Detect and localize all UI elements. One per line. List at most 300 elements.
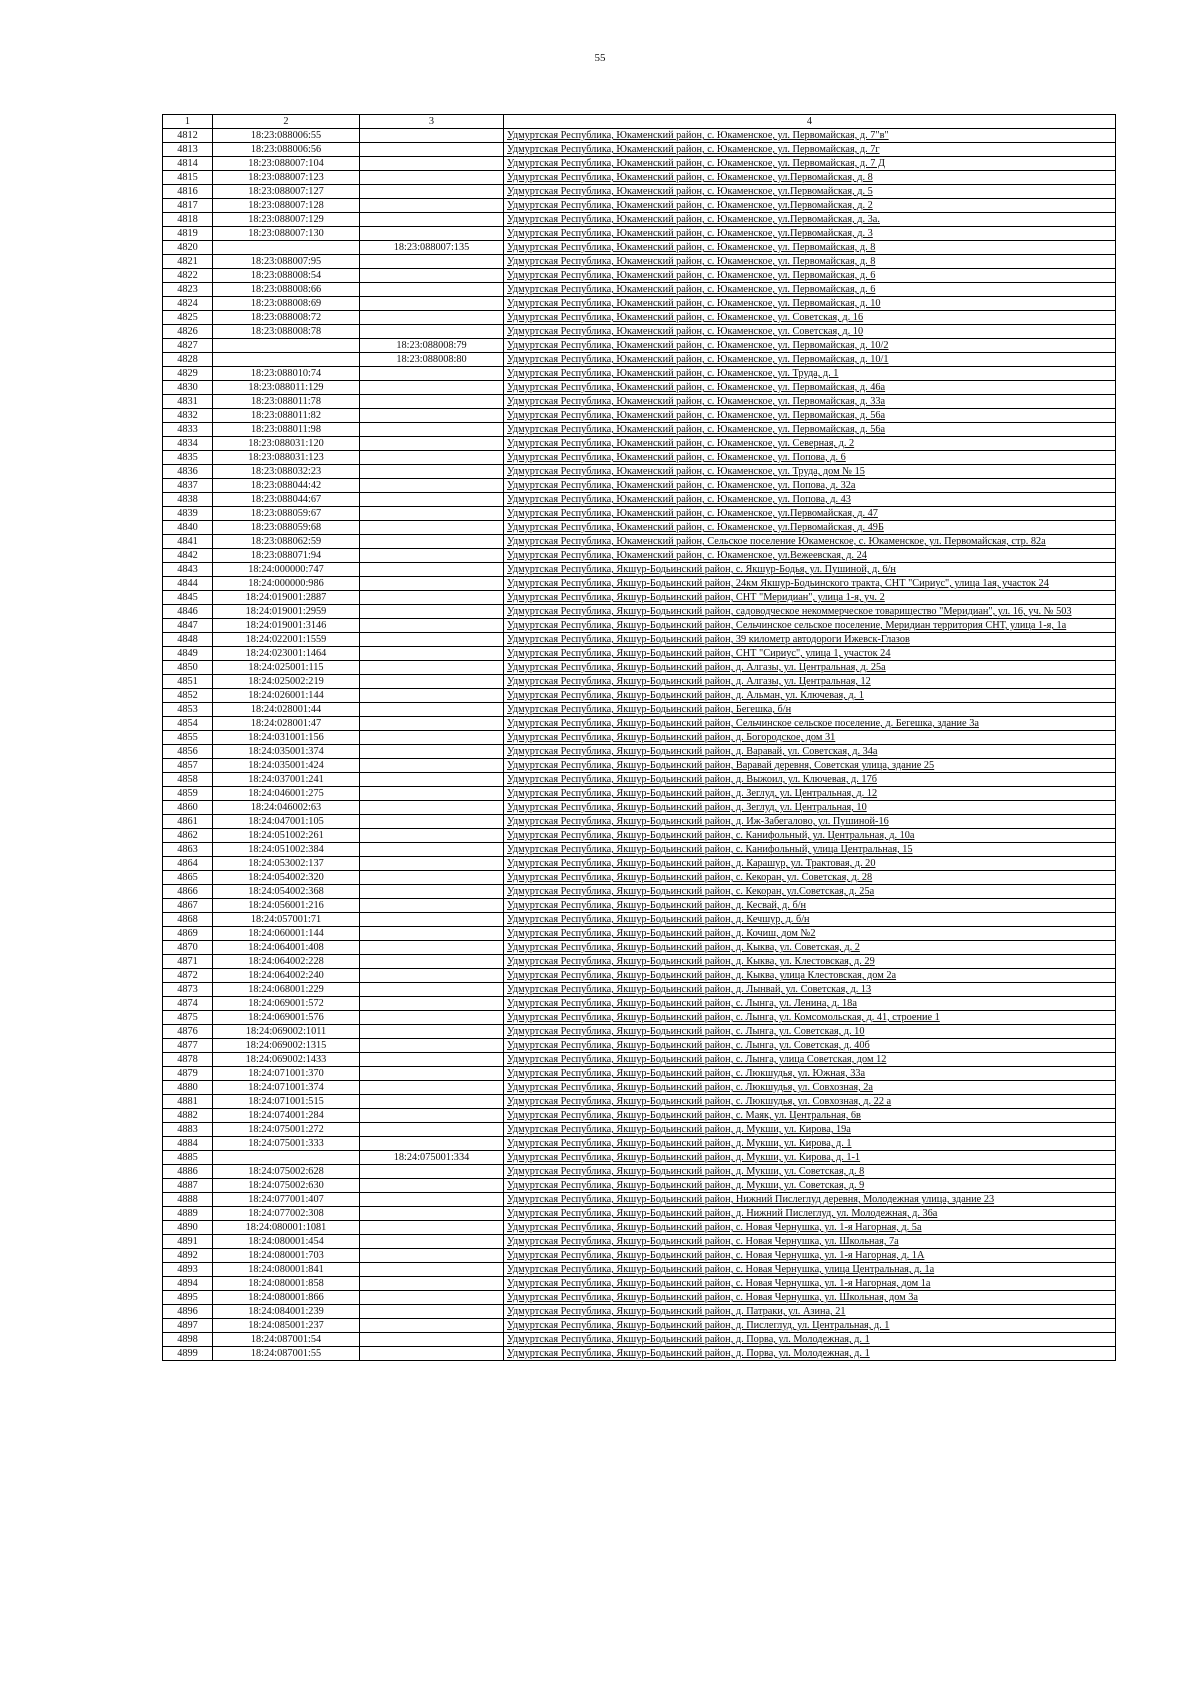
- cadastral-number-3: [360, 969, 504, 983]
- table-row: [163, 213, 1116, 227]
- cadastral-number-2: 18:24:077001:407: [213, 1193, 360, 1207]
- table-row: [163, 871, 1116, 885]
- address: Удмуртская Республика, Юкаменский район, с. Юкаменское, ул.Первомайская, д. 5: [504, 185, 1116, 199]
- address: Удмуртская Республика, Якшур-Бодьинский район, д. Кыква, ул. Клестовская, д. 29: [504, 955, 1116, 969]
- cadastral-number-2: 18:24:028001:44: [213, 703, 360, 717]
- table-row: [163, 507, 1116, 521]
- table-row: [163, 773, 1116, 787]
- row-number: 4814: [163, 157, 213, 171]
- row-number: 4820: [163, 241, 213, 255]
- row-number: 4849: [163, 647, 213, 661]
- cadastral-number-3: [360, 997, 504, 1011]
- cadastral-number-2: 18:24:025002:219: [213, 675, 360, 689]
- cadastral-number-3: [360, 885, 504, 899]
- cadastral-number-2: 18:24:019001:2887: [213, 591, 360, 605]
- cadastral-number-3: [360, 1347, 504, 1361]
- table-row: [163, 885, 1116, 899]
- registry-table: [162, 114, 1116, 1361]
- table-row: [163, 1263, 1116, 1277]
- cadastral-number-2: 18:24:075002:628: [213, 1165, 360, 1179]
- cadastral-number-3: [360, 381, 504, 395]
- address: Удмуртская Республика, Юкаменский район, Сельское поселение Юкаменское, с. Юкаменское, ул. Первомайская, стр. 82а: [504, 535, 1116, 549]
- address: Удмуртская Республика, Якшур-Бодьинский район, д. Патраки, ул. Азина, 21: [504, 1305, 1116, 1319]
- row-number: 4878: [163, 1053, 213, 1067]
- address: Удмуртская Республика, Юкаменский район, с. Юкаменское, ул. Первомайская, д. 6: [504, 269, 1116, 283]
- cadastral-number-3: [360, 801, 504, 815]
- cadastral-number-3: [360, 1137, 504, 1151]
- row-number: 4860: [163, 801, 213, 815]
- cadastral-number-2: 18:24:023001:1464: [213, 647, 360, 661]
- cadastral-number-3: [360, 1263, 504, 1277]
- cadastral-number-3: [360, 311, 504, 325]
- row-number: 4881: [163, 1095, 213, 1109]
- row-number: 4896: [163, 1305, 213, 1319]
- cadastral-number-3: [360, 745, 504, 759]
- address: Удмуртская Республика, Якшур-Бодьинский район, д. Кесвай, д. б/н: [504, 899, 1116, 913]
- row-number: 4885: [163, 1151, 213, 1165]
- cadastral-number-2: [213, 241, 360, 255]
- cadastral-number-2: 18:24:069001:572: [213, 997, 360, 1011]
- cadastral-number-3: [360, 647, 504, 661]
- row-number: 4880: [163, 1081, 213, 1095]
- cadastral-number-3: [360, 955, 504, 969]
- row-number: 4893: [163, 1263, 213, 1277]
- cadastral-number-3: [360, 157, 504, 171]
- row-number: 4889: [163, 1207, 213, 1221]
- table-row: [163, 269, 1116, 283]
- address: Удмуртская Республика, Якшур-Бодьинский район, д. Порва, ул. Молодежная, д. 1: [504, 1333, 1116, 1347]
- row-number: 4822: [163, 269, 213, 283]
- address: Удмуртская Республика, Якшур-Бодьинский район, д. Мукши, ул. Кирова, д. 1: [504, 1137, 1116, 1151]
- cadastral-number-3: [360, 521, 504, 535]
- cadastral-number-2: [213, 1151, 360, 1165]
- row-number: 4865: [163, 871, 213, 885]
- table-row: [163, 1333, 1116, 1347]
- cadastral-number-3: [360, 395, 504, 409]
- table-row: [163, 381, 1116, 395]
- address: Удмуртская Республика, Якшур-Бодьинский район, Нижний Пислеглуд деревня, Молодежная улица, здание 23: [504, 1193, 1116, 1207]
- cadastral-number-3: [360, 983, 504, 997]
- table-row: [163, 1053, 1116, 1067]
- table-row: [163, 1151, 1116, 1165]
- table-row: [163, 367, 1116, 381]
- cadastral-number-2: 18:24:051002:384: [213, 843, 360, 857]
- table-row: [163, 353, 1116, 367]
- address: Удмуртская Республика, Якшур-Бодьинский район, садоводческое некоммерческое товарищество "Меридиан", ул. 16, уч. № 503: [504, 605, 1116, 619]
- table-row: [163, 521, 1116, 535]
- row-number: 4853: [163, 703, 213, 717]
- row-number: 4823: [163, 283, 213, 297]
- cadastral-number-3: [360, 1291, 504, 1305]
- row-number: 4894: [163, 1277, 213, 1291]
- table-row: [163, 1235, 1116, 1249]
- cadastral-number-2: 18:24:071001:370: [213, 1067, 360, 1081]
- cadastral-number-2: 18:23:088007:129: [213, 213, 360, 227]
- address: Удмуртская Республика, Якшур-Бодьинский район, д. Мукши, ул. Кирова, д. 1-1: [504, 1151, 1116, 1165]
- row-number: 4873: [163, 983, 213, 997]
- cadastral-number-2: 18:23:088007:130: [213, 227, 360, 241]
- row-number: 4876: [163, 1025, 213, 1039]
- table-row: [163, 927, 1116, 941]
- address: Удмуртская Республика, Юкаменский район, с. Юкаменское, ул.Вежеевская, д. 24: [504, 549, 1116, 563]
- address: Удмуртская Республика, Якшур-Бодьинский район, д. Кыква, ул. Советская, д. 2: [504, 941, 1116, 955]
- table-row: [163, 759, 1116, 773]
- table-row: [163, 577, 1116, 591]
- address: Удмуртская Республика, Якшур-Бодьинский район, 39 километр автодороги Ижевск-Глазов: [504, 633, 1116, 647]
- address: Удмуртская Республика, Якшур-Бодьинский район, с. Люкшудья, ул. Совхозная, 2а: [504, 1081, 1116, 1095]
- cadastral-number-3: [360, 493, 504, 507]
- cadastral-number-2: 18:24:064002:240: [213, 969, 360, 983]
- table-row: [163, 339, 1116, 353]
- table-row: [163, 647, 1116, 661]
- table-row: [163, 997, 1116, 1011]
- cadastral-number-3: [360, 1025, 504, 1039]
- address: Удмуртская Республика, Юкаменский район, с. Юкаменское, ул.Первомайская, д. 47: [504, 507, 1116, 521]
- cadastral-number-3: [360, 171, 504, 185]
- table-row: [163, 423, 1116, 437]
- row-number: 4895: [163, 1291, 213, 1305]
- table-row: [163, 1011, 1116, 1025]
- table-header-row: [163, 115, 1116, 129]
- row-number: 4834: [163, 437, 213, 451]
- row-number: 4846: [163, 605, 213, 619]
- address: Удмуртская Республика, Юкаменский район, с. Юкаменское, ул. Советская, д. 16: [504, 311, 1116, 325]
- cadastral-number-2: 18:23:088007:95: [213, 255, 360, 269]
- table-row: [163, 465, 1116, 479]
- cadastral-number-2: 18:23:088007:128: [213, 199, 360, 213]
- address: Удмуртская Республика, Юкаменский район, с. Юкаменское, ул. Первомайская, д. 10/2: [504, 339, 1116, 353]
- cadastral-number-3: [360, 1067, 504, 1081]
- row-number: 4877: [163, 1039, 213, 1053]
- address: Удмуртская Республика, Юкаменский район, с. Юкаменское, ул. Первомайская, д. 10/1: [504, 353, 1116, 367]
- table-row: [163, 409, 1116, 423]
- row-number: 4888: [163, 1193, 213, 1207]
- table-row: [163, 325, 1116, 339]
- cadastral-number-2: 18:24:080001:866: [213, 1291, 360, 1305]
- cadastral-number-2: 18:24:028001:47: [213, 717, 360, 731]
- table-row: [163, 857, 1116, 871]
- cadastral-number-2: 18:24:019001:2959: [213, 605, 360, 619]
- cadastral-number-2: 18:24:054002:320: [213, 871, 360, 885]
- row-number: 4886: [163, 1165, 213, 1179]
- cadastral-number-2: 18:23:088011:82: [213, 409, 360, 423]
- row-number: 4840: [163, 521, 213, 535]
- cadastral-number-2: 18:24:069002:1011: [213, 1025, 360, 1039]
- row-number: 4836: [163, 465, 213, 479]
- cadastral-number-3: [360, 283, 504, 297]
- table-row: [163, 969, 1116, 983]
- table-row: [163, 829, 1116, 843]
- cadastral-number-3: [360, 1207, 504, 1221]
- table-row: [163, 689, 1116, 703]
- address: Удмуртская Республика, Якшур-Бодьинский район, с. Кекоран, ул.Советская, д. 25а: [504, 885, 1116, 899]
- address: Удмуртская Республика, Якшур-Бодьинский район, д. Кыква, улица Клестовская, дом 2а: [504, 969, 1116, 983]
- registry-table-body: [163, 115, 1116, 1361]
- cadastral-number-2: 18:24:037001:241: [213, 773, 360, 787]
- cadastral-number-3: [360, 1011, 504, 1025]
- cadastral-number-2: 18:24:064001:408: [213, 941, 360, 955]
- table-row: [163, 241, 1116, 255]
- table-row: [163, 633, 1116, 647]
- address: Удмуртская Республика, Якшур-Бодьинский район, с. Новая Чернушка, ул. 1-я Нагорная, д. 5а: [504, 1221, 1116, 1235]
- row-number: 4848: [163, 633, 213, 647]
- cadastral-number-2: 18:24:047001:105: [213, 815, 360, 829]
- row-number: 4859: [163, 787, 213, 801]
- cadastral-number-3: [360, 423, 504, 437]
- table-row: [163, 1081, 1116, 1095]
- cadastral-number-3: [360, 465, 504, 479]
- address: Удмуртская Республика, Якшур-Бодьинский район, д. Зеглуд, ул. Центральная, 10: [504, 801, 1116, 815]
- cadastral-number-2: 18:24:025001:115: [213, 661, 360, 675]
- row-number: 4841: [163, 535, 213, 549]
- address: Удмуртская Республика, Юкаменский район, с. Юкаменское, ул. Первомайская, д. 56а: [504, 409, 1116, 423]
- cadastral-number-3: [360, 731, 504, 745]
- table-row: [163, 675, 1116, 689]
- address: Удмуртская Республика, Якшур-Бодьинский район, с. Канифольный, ул. Центральная, д. 10а: [504, 829, 1116, 843]
- address: Удмуртская Республика, Якшур-Бодьинский район, СНТ "Сириус", улица 1, участок 24: [504, 647, 1116, 661]
- cadastral-number-3: [360, 577, 504, 591]
- row-number: 4845: [163, 591, 213, 605]
- cadastral-number-3: [360, 927, 504, 941]
- cadastral-number-2: 18:24:080001:1081: [213, 1221, 360, 1235]
- cadastral-number-3: [360, 591, 504, 605]
- address: Удмуртская Республика, Якшур-Бодьинский район, д. Кочиш, дом №2: [504, 927, 1116, 941]
- row-number: 4831: [163, 395, 213, 409]
- cadastral-number-3: 18:23:088008:79: [360, 339, 504, 353]
- cadastral-number-3: [360, 941, 504, 955]
- table-row: [163, 1221, 1116, 1235]
- cadastral-number-3: [360, 1333, 504, 1347]
- table-row: [163, 395, 1116, 409]
- row-number: 4862: [163, 829, 213, 843]
- cadastral-number-2: 18:23:088044:42: [213, 479, 360, 493]
- cadastral-number-2: 18:24:046001:275: [213, 787, 360, 801]
- row-number: 4884: [163, 1137, 213, 1151]
- cadastral-number-2: 18:24:054002:368: [213, 885, 360, 899]
- address: Удмуртская Республика, Якшур-Бодьинский район, с. Новая Чернушка, ул. Школьная, 7а: [504, 1235, 1116, 1249]
- row-number: 4850: [163, 661, 213, 675]
- table-row: [163, 1277, 1116, 1291]
- row-number: 4864: [163, 857, 213, 871]
- address: Удмуртская Республика, Якшур-Бодьинский район, СНТ "Меридиан", улица 1-я, уч. 2: [504, 591, 1116, 605]
- table-row: [163, 199, 1116, 213]
- table-row: [163, 171, 1116, 185]
- address: Удмуртская Республика, Якшур-Бодьинский район, д. Зеглуд, ул. Центральная, д. 12: [504, 787, 1116, 801]
- table-row: [163, 717, 1116, 731]
- cadastral-number-2: 18:23:088006:55: [213, 129, 360, 143]
- cadastral-number-2: 18:24:022001:1559: [213, 633, 360, 647]
- row-number: 4815: [163, 171, 213, 185]
- table-row: [163, 297, 1116, 311]
- cadastral-number-3: [360, 787, 504, 801]
- cadastral-number-3: [360, 199, 504, 213]
- address: Удмуртская Республика, Юкаменский район, с. Юкаменское, ул. Труда, д. 1: [504, 367, 1116, 381]
- table-row: [163, 1319, 1116, 1333]
- row-number: 4872: [163, 969, 213, 983]
- cadastral-number-3: [360, 1249, 504, 1263]
- column-header-2: 2: [213, 115, 360, 129]
- cadastral-number-3: [360, 1123, 504, 1137]
- row-number: 4869: [163, 927, 213, 941]
- cadastral-number-3: [360, 1277, 504, 1291]
- cadastral-number-3: [360, 1235, 504, 1249]
- cadastral-number-3: [360, 829, 504, 843]
- address: Удмуртская Республика, Якшур-Бодьинский район, с. Лынга, ул. Советская, д. 40б: [504, 1039, 1116, 1053]
- row-number: 4839: [163, 507, 213, 521]
- table-row: [163, 801, 1116, 815]
- cadastral-number-2: 18:24:087001:55: [213, 1347, 360, 1361]
- address: Удмуртская Республика, Юкаменский район, с. Юкаменское, ул. Труда, дом № 15: [504, 465, 1116, 479]
- table-row: [163, 913, 1116, 927]
- address: Удмуртская Республика, Юкаменский район, с. Юкаменское, ул. Первомайская, д. 56а: [504, 423, 1116, 437]
- row-number: 4874: [163, 997, 213, 1011]
- row-number: 4842: [163, 549, 213, 563]
- column-header-1: 1: [163, 115, 213, 129]
- cadastral-number-2: 18:24:056001:216: [213, 899, 360, 913]
- address: Удмуртская Республика, Якшур-Бодьинский район, Бегешка, б/н: [504, 703, 1116, 717]
- address: Удмуртская Республика, Якшур-Бодьинский район, с. Якшур-Бодья, ул. Пушиной, д. 6/н: [504, 563, 1116, 577]
- cadastral-number-3: [360, 367, 504, 381]
- cadastral-number-2: 18:24:071001:374: [213, 1081, 360, 1095]
- cadastral-number-3: [360, 269, 504, 283]
- cadastral-number-3: [360, 409, 504, 423]
- cadastral-number-3: [360, 703, 504, 717]
- cadastral-number-3: [360, 479, 504, 493]
- table-row: [163, 227, 1116, 241]
- cadastral-number-3: [360, 549, 504, 563]
- address: Удмуртская Республика, Якшур-Бодьинский район, Сельчинское сельское поселение, Меридиан территория СНТ, улица 1-я, 1а: [504, 619, 1116, 633]
- table-row: [163, 941, 1116, 955]
- cadastral-number-2: 18:23:088008:66: [213, 283, 360, 297]
- table-row: [163, 1137, 1116, 1151]
- cadastral-number-3: [360, 297, 504, 311]
- address: Удмуртская Республика, Юкаменский район, с. Юкаменское, ул.Первомайская, д. 8: [504, 171, 1116, 185]
- cadastral-number-3: [360, 1039, 504, 1053]
- row-number: 4879: [163, 1067, 213, 1081]
- address: Удмуртская Республика, Якшур-Бодьинский район, д. Пислеглуд, ул. Центральная, д. 1: [504, 1319, 1116, 1333]
- address: Удмуртская Республика, Юкаменский район, с. Юкаменское, ул. Попова, д. 32а: [504, 479, 1116, 493]
- cadastral-number-2: 18:24:060001:144: [213, 927, 360, 941]
- cadastral-number-2: 18:23:088007:104: [213, 157, 360, 171]
- cadastral-number-2: 18:24:085001:237: [213, 1319, 360, 1333]
- table-row: [163, 129, 1116, 143]
- row-number: 4819: [163, 227, 213, 241]
- cadastral-number-2: 18:23:088011:129: [213, 381, 360, 395]
- table-row: [163, 1249, 1116, 1263]
- table-row: [163, 983, 1116, 997]
- cadastral-number-2: 18:24:074001:284: [213, 1109, 360, 1123]
- table-row: [163, 563, 1116, 577]
- cadastral-number-3: [360, 857, 504, 871]
- row-number: 4887: [163, 1179, 213, 1193]
- row-number: 4868: [163, 913, 213, 927]
- address: Удмуртская Республика, Якшур-Бодьинский район, д. Выжоил, ул. Ключевая, д. 17б: [504, 773, 1116, 787]
- table-row: [163, 1039, 1116, 1053]
- cadastral-number-2: 18:24:087001:54: [213, 1333, 360, 1347]
- address: Удмуртская Республика, Юкаменский район, с. Юкаменское, ул. Первомайская, д. 46а: [504, 381, 1116, 395]
- cadastral-number-2: 18:24:035001:424: [213, 759, 360, 773]
- row-number: 4875: [163, 1011, 213, 1025]
- table-row: [163, 255, 1116, 269]
- address: Удмуртская Республика, Якшур-Бодьинский район, с. Новая Чернушка, ул. Школьная, дом 3а: [504, 1291, 1116, 1305]
- row-number: 4830: [163, 381, 213, 395]
- cadastral-number-2: 18:24:057001:71: [213, 913, 360, 927]
- address: Удмуртская Республика, Юкаменский район, с. Юкаменское, ул. Первомайская, д. 10: [504, 297, 1116, 311]
- row-number: 4899: [163, 1347, 213, 1361]
- address: Удмуртская Республика, Юкаменский район, с. Юкаменское, ул. Северная, д. 2: [504, 437, 1116, 451]
- address: Удмуртская Республика, Юкаменский район, с. Юкаменское, ул. Первомайская, д. 7 Д: [504, 157, 1116, 171]
- row-number: 4870: [163, 941, 213, 955]
- cadastral-number-2: 18:23:088011:78: [213, 395, 360, 409]
- cadastral-number-2: 18:24:046002:63: [213, 801, 360, 815]
- row-number: 4851: [163, 675, 213, 689]
- table-row: [163, 311, 1116, 325]
- address: Удмуртская Республика, Якшур-Бодьинский район, с. Люкшудья, ул. Южная, 33а: [504, 1067, 1116, 1081]
- column-header-4: 4: [504, 115, 1116, 129]
- cadastral-number-3: [360, 1305, 504, 1319]
- cadastral-number-3: [360, 325, 504, 339]
- table-row: [163, 731, 1116, 745]
- cadastral-number-2: 18:23:088062:59: [213, 535, 360, 549]
- cadastral-number-2: 18:24:000000:986: [213, 577, 360, 591]
- address: Удмуртская Республика, Юкаменский район, с. Юкаменское, ул. Советская, д. 10: [504, 325, 1116, 339]
- address: Удмуртская Республика, Якшур-Бодьинский район, с. Новая Чернушка, ул. 1-я Нагорная, дом 1а: [504, 1277, 1116, 1291]
- table-row: [163, 899, 1116, 913]
- row-number: 4891: [163, 1235, 213, 1249]
- cadastral-number-3: [360, 227, 504, 241]
- row-number: 4825: [163, 311, 213, 325]
- cadastral-number-3: [360, 143, 504, 157]
- address: Удмуртская Республика, Якшур-Бодьинский район, Варавай деревня, Советская улица, здание 25: [504, 759, 1116, 773]
- cadastral-number-3: [360, 913, 504, 927]
- cadastral-number-2: 18:24:000000:747: [213, 563, 360, 577]
- address: Удмуртская Республика, Якшур-Бодьинский район, с. Канифольный, улица Центральная, 15: [504, 843, 1116, 857]
- address: Удмуртская Республика, Юкаменский район, с. Юкаменское, ул.Первомайская, д. 3а.: [504, 213, 1116, 227]
- table-row: [163, 703, 1116, 717]
- cadastral-number-2: 18:24:068001:229: [213, 983, 360, 997]
- table-row: [163, 1067, 1116, 1081]
- address: Удмуртская Республика, Якшур-Бодьинский район, д. Порва, ул. Молодежная, д. 1: [504, 1347, 1116, 1361]
- cadastral-number-2: 18:24:075001:272: [213, 1123, 360, 1137]
- address: Удмуртская Республика, Якшур-Бодьинский район, с. Лынга, ул. Комсомольская, д. 41, строение 1: [504, 1011, 1116, 1025]
- row-number: 4829: [163, 367, 213, 381]
- cadastral-number-2: 18:23:088006:56: [213, 143, 360, 157]
- table-row: [163, 437, 1116, 451]
- cadastral-number-3: [360, 843, 504, 857]
- table-row: [163, 1095, 1116, 1109]
- row-number: 4854: [163, 717, 213, 731]
- page-number: 55: [594, 52, 606, 64]
- table-row: [163, 157, 1116, 171]
- table-row: [163, 1193, 1116, 1207]
- cadastral-number-3: 18:23:088008:80: [360, 353, 504, 367]
- address: Удмуртская Республика, Якшур-Бодьинский район, д. Нижний Пислеглуд, ул. Молодежная, д. 36а: [504, 1207, 1116, 1221]
- cadastral-number-2: 18:24:064002:228: [213, 955, 360, 969]
- row-number: 4813: [163, 143, 213, 157]
- row-number: 4858: [163, 773, 213, 787]
- cadastral-number-2: 18:24:026001:144: [213, 689, 360, 703]
- cadastral-number-2: 18:24:035001:374: [213, 745, 360, 759]
- row-number: 4821: [163, 255, 213, 269]
- cadastral-number-2: 18:23:088008:69: [213, 297, 360, 311]
- cadastral-number-3: [360, 1081, 504, 1095]
- cadastral-number-2: 18:23:088032:23: [213, 465, 360, 479]
- cadastral-number-3: [360, 661, 504, 675]
- address: Удмуртская Республика, Якшур-Бодьинский район, с. Люкшудья, ул. Совхозная, д. 22 а: [504, 1095, 1116, 1109]
- row-number: 4847: [163, 619, 213, 633]
- row-number: 4855: [163, 731, 213, 745]
- table-row: [163, 1207, 1116, 1221]
